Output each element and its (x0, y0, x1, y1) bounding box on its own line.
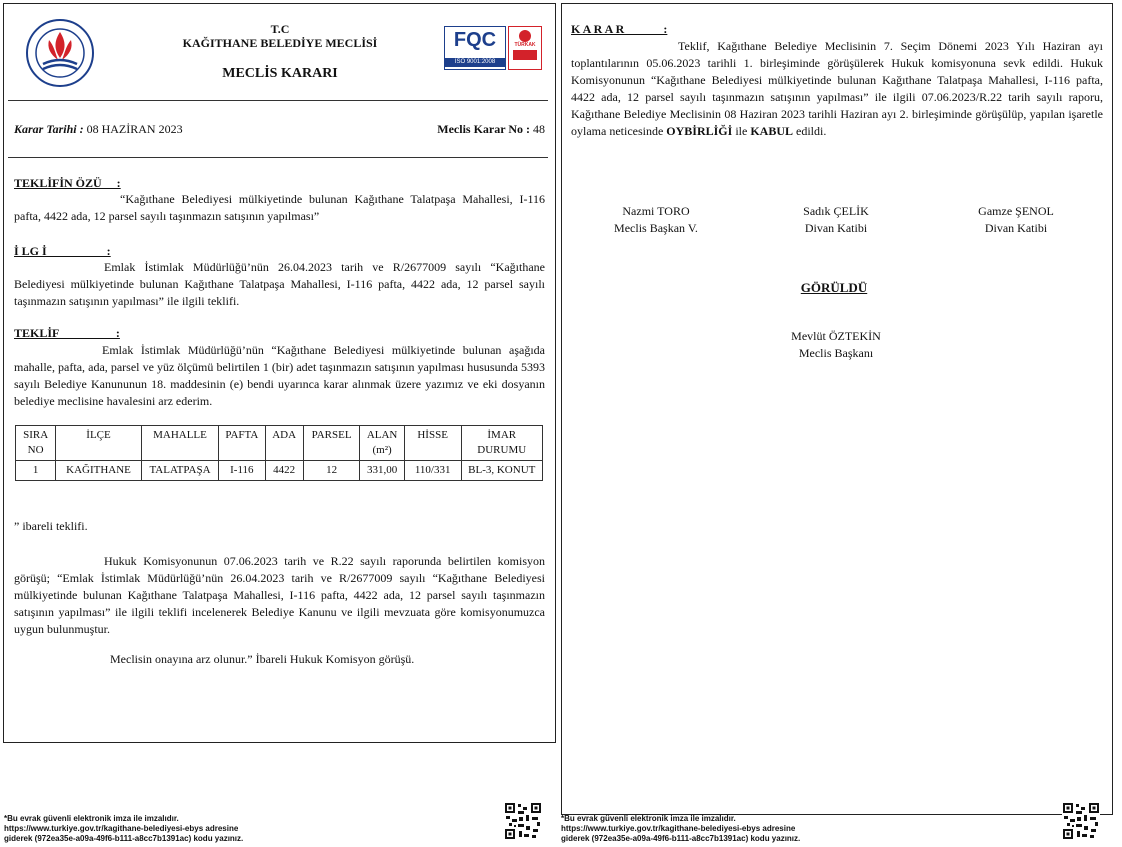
kagithane-logo (25, 18, 95, 88)
table-cell: KAĞITHANE (56, 461, 142, 481)
footer-left: *Bu evrak güvenli elektronik imza ile imzalıdır. https://www.turkiye.gov.tr/kagithane-belediyesi-ebys adresine giderek (972ea35e-a09a-49f6-b111-a8cc7b1391ac) kodu yazınız. (4, 814, 244, 843)
karar-heading: K A R A R : (571, 22, 668, 36)
table-header: MAHALLE (141, 426, 218, 461)
table-row (16, 461, 543, 481)
divider (8, 157, 548, 158)
table-cell: I-116 (219, 461, 265, 481)
komisyon-closing: Meclisin onayına arz olunur.” İbareli Hukuk Komisyon görüşü. (110, 652, 415, 666)
mayor-signature: Mevlüt ÖZTEKİN Meclis Başkanı (791, 329, 881, 360)
table-cell: TALATPAŞA (141, 461, 218, 481)
decision-number: Meclis Karar No : 48 (437, 122, 545, 136)
table-header-row (16, 426, 543, 461)
table-header: İLÇE (56, 426, 142, 461)
table-header: PARSEL (303, 426, 360, 461)
footer-right: *Bu evrak güvenli elektronik imza ile imzalıdır. https://www.turkiye.gov.tr/kagithane-belediyesi-ebys adresine giderek (972ea35e-a09a-49f6-b111-a8cc7b1391ac) kodu yazınız. (561, 814, 801, 843)
table-header: PAFTA (219, 426, 265, 461)
table-cell: BL-3, KONUT (461, 461, 543, 481)
decision-date: Karar Tarihi : 08 HAZİRAN 2023 (14, 122, 183, 136)
table-header: HİSSE (404, 426, 461, 461)
divider (8, 100, 548, 101)
table-header: ALAN (m²) (360, 426, 404, 461)
ibareli-text: ” ibareli teklifi. (14, 519, 88, 533)
table-cell: 331,00 (360, 461, 404, 481)
table-cell: 110/331 (404, 461, 461, 481)
teklif-text: Emlak İstimlak Müdürlüğü’nün “Kağıthane Belediyesi mülkiyetinde bulunan aşağıda mahalle, pafta, ada, parsel ve yüz ölçümü belirtilen 1 (bir) adet taşınmazın satışının yapılması hususunda 5393 sayılı Belediye Kanununun 18. maddesinin (e) bendi uyarınca karar alınmak üzere yazımız ve eki dosyanın belediye meclisine havalesini arz ederim. (14, 343, 545, 408)
signature-2: Sadık ÇELİK Divan Katibi (803, 204, 869, 235)
ozet-heading: TEKLİFİN ÖZÜ : (14, 176, 121, 190)
signature-1: Nazmi TORO Meclis Başkan V. (614, 204, 698, 235)
fqc-logo: FQC ISO 9001:2008 (444, 26, 506, 70)
table-header: ADA (265, 426, 303, 461)
parcel-table (15, 425, 543, 481)
table-cell: 12 (303, 461, 360, 481)
header-council: KAĞITHANE BELEDİYE MECLİSİ (182, 36, 378, 50)
signature-3: Gamze ŞENOL Divan Katibi (978, 204, 1054, 235)
ilgi-text: Emlak İstimlak Müdürlüğü’nün 26.04.2023 tarih ve R/2677009 sayılı “Kağıthane Belediyesi mülkiyetinde bulunan Kağıthane Talatpaşa Mahallesi, I-116 pafta, 4422 ada, 12 parsel sayılı taşınmazın satışının yapılması” ile ilgili teklifi. (14, 260, 545, 308)
karar-text: Teklif, Kağıthane Belediye Meclisinin 7. Seçim Dönemi 2023 Yılı Haziran ayı toplantılarının 05.06.2023 tarihli 1. birleşiminde görüşülerek Hukuk komisyonuna sevk edildi. Hukuk Komisyonunun “Kağıthane Belediyesi mülkiyetinde bulunan Kağıthane Talatpaşa Mahallesi, I-116 pafta, 4422 ada, 12 parsel sayılı taşınmazın satışının yapılması” ile ilgili 07.06.2023/R.22 tarih sayılı raporu, Kağıthane Belediye Meclisinin 08 Haziran 2023 tarihli Haziran ayı 2. birleşiminde görüşülüp, yapılan işaretle oylama neticesinde OYBİRLİĞİ ile KABUL edildi. (571, 39, 1103, 138)
komisyon-text: Hukuk Komisyonunun 07.06.2023 tarih ve R.22 sayılı raporunda belirtilen komisyon görüşü; “Emlak İstimlak Müdürlüğü’nün 26.04.2023 tarih ve R/2677009 sayılı “Kağıthane Belediyesi mülkiyetinde bulunan Kağıthane Talatpaşa Mahallesi, I-116 pafta, 4422 ada, 12 parsel sayılı taşınmazın satışının yapılması” ile ilgili teklifi incelenerek Belediye Kanunu ve ilgili mevzuata göre komisyonumuzca uygun bulunmuştur. (14, 554, 545, 636)
header-tc: T.C (270, 22, 290, 36)
table-header: SIRA NO (16, 426, 56, 461)
table-header: İMAR DURUMU (461, 426, 543, 461)
ilgi-heading: İ LG İ : (14, 244, 111, 258)
teklif-heading: TEKLİF : (14, 326, 120, 340)
table-cell: 1 (16, 461, 56, 481)
goruldu-heading: GÖRÜLDÜ (800, 280, 868, 295)
qr-code-icon (1062, 802, 1100, 840)
turkak-logo: TÜRKAK (508, 26, 542, 70)
page-title: MECLİS KARARI (222, 66, 338, 81)
ozet-text: “Kağıthane Belediyesi mülkiyetinde bulunan Kağıthane Talatpaşa Mahallesi, I-116 pafta, 4422 ada, 12 parsel sayılı taşınmazın satışının yapılması” (14, 192, 545, 223)
table-cell: 4422 (265, 461, 303, 481)
qr-code-icon (504, 802, 542, 840)
